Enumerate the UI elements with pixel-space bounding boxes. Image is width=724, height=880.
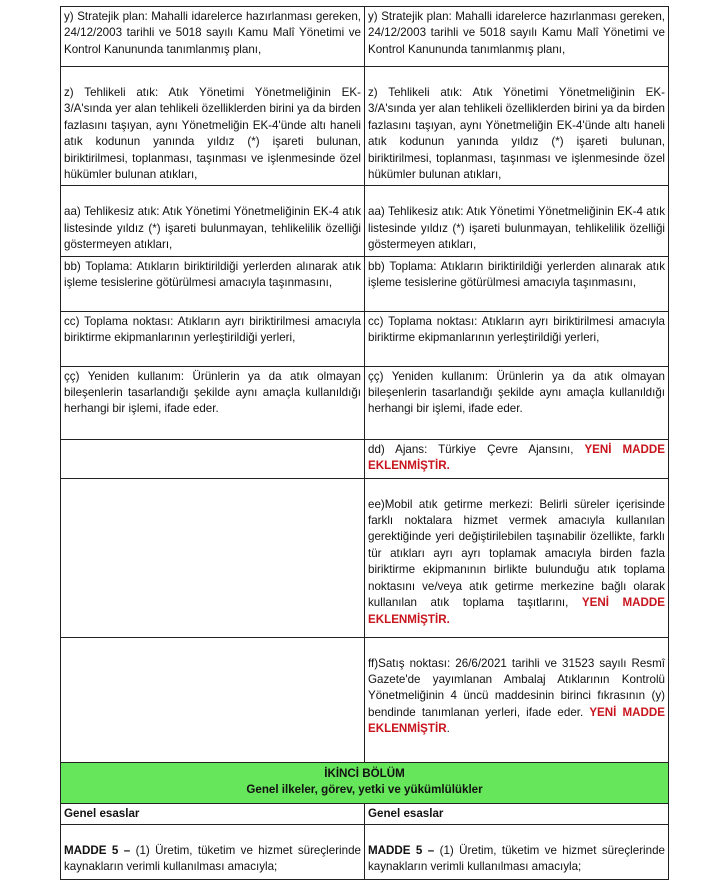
row-cc: [61, 311, 669, 366]
new-item-badge: YENİ MADDE EKLENMİŞTİR.: [368, 442, 665, 473]
section-header: [61, 762, 669, 803]
left-text: y) Stratejik plan: Mahalli idarelerce hazırlanması gereken, 24/12/2003 tarihli ve 5018 sayılı Kamu Malî Yönetimi ve Kontrol Kanununda tanımlanmış planı,: [64, 10, 361, 56]
row-madde5: [61, 825, 669, 880]
left-text: bb) Toplama: Atıkların biriktirildiği yerlerden alınarak atık işleme tesislerine götürülmesi amacıyla taşınmasını,: [64, 259, 361, 290]
empty-left-cell: [61, 439, 365, 478]
left-text: z) Tehlikeli atık: Atık Yönetimi Yönetmeliğinin EK-3/A'sında yer alan tehlikeli özelliklerden birini ya da birden fazlasını taşıyan, aynı Yönetmeliğin EK-4'ünde altı haneli atık kodunun yanında yıldız (*) işareti bulunan, biriktirilmesi, toplanması, taşınması ve işlenmesinde özel hükümler bulunan atıkları,: [64, 86, 361, 182]
right-text: çç) Yeniden kullanım: Ürünlerin ya da atık olmayan bileşenlerin tasarlandığı şekilde aynı amaçla kullanıldığı herhangi bir işlemi, ifade eder.: [368, 369, 665, 416]
right-text: y) Stratejik plan: Mahalli idarelerce hazırlanması gereken, 24/12/2003 tarihli ve 5018 sayılı Kamu Malî Yönetimi ve Kontrol Kanununda tanımlanmış planı,: [368, 10, 665, 56]
right-cell: [365, 825, 669, 880]
right-text: (1) Üretim, tüketim ve hizmet süreçlerinde kaynakların verimli kullanılması amacıyla;: [368, 844, 665, 874]
right-text: ee)Mobil atık getirme merkezi: Belirli süreler içerisinde farklı noktalara hizmet vermek amacıyla kullanılan gerektiğinde yeri değiştirilebilen taşınabilir özellikte, farklı tür atıkları ayrı ayrı toplamak amacıyla birden fazla biriktirme ekipmanının birlikte bulunduğu atık toplama noktasını ve/veya atık getirme merkezine bağlı olarak kullanılan atık toplama taşıtlarını,: [368, 497, 665, 610]
row-ee: [61, 478, 669, 637]
left-cell: [61, 7, 365, 67]
empty-left-cell: [61, 637, 365, 762]
section-subtitle: Genel ilkeler, görev, yetki ve yükümlülükler: [246, 783, 483, 797]
right-text: cc) Toplama noktası: Atıkların ayrı biriktirilmesi amacıyla biriktirme ekipmanlarının yerleştirildiği yerleri,: [368, 314, 665, 345]
section-title: İKİNCİ BÖLÜM: [324, 766, 405, 780]
right-text: z) Tehlikeli atık: Atık Yönetimi Yönetmeliğinin EK-3/A'sında yer alan tehlikeli özelliklerden birini ya da birden fazlasını taşıyan, aynı Yönetmeliğin EK-4'ünde altı haneli atık kodunun yanında yıldız (*) işareti bulunan, biriktirilmesi, toplanması, taşınması ve işlenmesinde özel hükümler bulunan atıkları,: [368, 86, 665, 182]
article-label: MADDE 5 –: [64, 844, 131, 858]
new-item-badge: YENİ MADDE EKLENMİŞTİR.: [368, 596, 665, 626]
left-text: cc) Toplama noktası: Atıkların ayrı biriktirilmesi amacıyla biriktirme ekipmanlarının yerleştirildiği yerleri,: [64, 314, 361, 345]
right-cell: [365, 439, 669, 478]
right-cell: [365, 478, 669, 637]
row-bb: [61, 256, 669, 311]
right-cell: [365, 67, 669, 186]
left-cell: [61, 366, 365, 439]
row-aa: [61, 186, 669, 256]
right-cell: [365, 311, 669, 366]
right-cell: [365, 366, 669, 439]
right-cell: [365, 186, 669, 256]
row-cc-cedilla: [61, 366, 669, 439]
row-dd: [61, 439, 669, 478]
left-cell: [61, 311, 365, 366]
document-comparison-table: [60, 6, 665, 880]
left-text: çç) Yeniden kullanım: Ürünlerin ya da atık olmayan bileşenlerin tasarlandığı şekilde aynı amaçla kullanıldığı herhangi bir işlemi, ifade eder.: [64, 369, 361, 416]
after-text: .: [446, 722, 450, 736]
left-cell: [61, 67, 365, 186]
right-text: aa) Tehlikesiz atık: Atık Yönetimi Yönetmeliğinin EK-4 atık listesinde yıldız (*) işareti bulunmayan, tehlikelilik özelliği göstermeyen atıkları,: [368, 205, 665, 252]
right-cell: [365, 256, 669, 311]
subheading-row: [61, 803, 669, 824]
left-text: (1) Üretim, tüketim ve hizmet süreçlerinde kaynakların verimli kullanılması amacıyla;: [64, 844, 361, 874]
right-text: dd) Ajans: Türkiye Çevre Ajansını,: [368, 442, 574, 456]
right-cell: [365, 637, 669, 762]
right-subheading: Genel esaslar: [365, 803, 669, 824]
left-subheading: Genel esaslar: [61, 803, 365, 824]
right-text: bb) Toplama: Atıkların biriktirildiği yerlerden alınarak atık işleme tesislerine götürülmesi amacıyla taşınmasını,: [368, 259, 665, 290]
left-cell: [61, 256, 365, 311]
right-cell: [365, 7, 669, 67]
row-z: [61, 67, 669, 186]
section-header-row: [61, 762, 669, 803]
left-cell: [61, 186, 365, 256]
left-cell: [61, 825, 365, 880]
article-label: MADDE 5 –: [368, 844, 435, 858]
row-y: [61, 7, 669, 67]
right-text: ff)Satış noktası: 26/6/2021 tarihli ve 31523 sayılı Resmî Gazete'de yayımlanan Ambalaj Atıklarının Kontrolü Yönetmeliğinin 4 üncü maddesinin birinci fıkrasının (y) bendinde tanımlanan yerleri, ifade eder.: [368, 656, 665, 719]
empty-left-cell: [61, 478, 365, 637]
new-item-badge: YENİ MADDE EKLENMİŞTİR: [368, 705, 665, 736]
row-ff: [61, 637, 669, 762]
left-text: aa) Tehlikesiz atık: Atık Yönetimi Yönetmeliğinin EK-4 atık listesinde yıldız (*) işareti bulunmayan, tehlikelilik özelliği göstermeyen atıkları,: [64, 205, 361, 252]
